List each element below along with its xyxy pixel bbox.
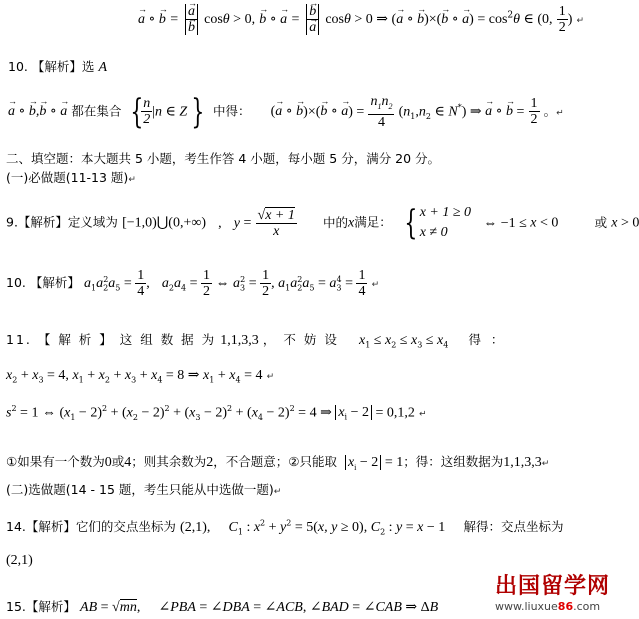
eq-variance: $s^2 = 1$ ⇔ $(x_1 - 2)^2 + (x_2 - 2)^2 + (x_3 - 2)^2 + (x_4 - 2)^2 = 4$ ⇒ $x_i - 2 = 0,1,2$ ↵ — [6, 404, 427, 422]
q11-get: 得 ： — [468, 332, 507, 347]
q10c-label: 10. 【解析】 — [6, 275, 80, 290]
case-zero: 0 — [104, 455, 112, 470]
q15-label: 15.【解析】 — [6, 599, 76, 614]
q11-suppose: ， 不 妨 设 — [262, 332, 339, 347]
eq-dot-product: → a ∘ → b = → a → b cosθ > 0, → b ∘ → a = → b → a cosθ > 0 ⇒ (→ a ∘ → b)×(→ b ∘ → $a) = \cos^2\theta$ ∈ (0, $\frac{1}{2}$ ) ↵ — [138, 4, 584, 35]
watermark-title: 出国留学网 — [494, 574, 610, 599]
q10-choice: A — [98, 60, 108, 75]
q11-label: 11. 【 解 析 】 这 组 数 据 为 — [6, 332, 217, 347]
q11-case-analysis: ①如果有一个数为0或4；则其余数为2，不合题意；②只能取 $x_i - 2 = 1$；得：这组数据为1,1,3,3↵ — [6, 454, 550, 472]
q9-or: 或 — [594, 214, 608, 230]
case-text-3: ，不合题意；②只能取 — [213, 454, 337, 469]
q14-answer: 14.【解析】它们的交点坐标为 (2,1), $C_1$ : $x^2 + y^2 = 5(x$, y ≥ 0), $C_2$ : y = x − 1 解得：交点坐标为 — [6, 518, 564, 537]
case-two: 2 — [206, 455, 214, 470]
case-text-2: ；则其余数为 — [131, 454, 207, 469]
eq-sum-relation: $x_2 + x_3 = 4$, $x_1 + x_2 + x_3 + x_4 = 8$ ⇒ $x_1 + x_4 = 4$ ↵ — [6, 368, 275, 385]
case-data: 1,1,3,3 — [503, 455, 542, 470]
section-required-heading: (一)必做题(11-13 题)↵ — [6, 170, 136, 185]
q9-label: 9.【解析】定义域为 — [6, 214, 118, 230]
watermark-url: www.liuxue86.com — [494, 600, 601, 613]
q14-solve: 解得：交点坐标为 — [463, 519, 564, 534]
obtain-text: 中得： — [212, 103, 251, 119]
q11-intro: 11. 【 解 析 】 这 组 数 据 为 1,1,3,3 ， 不 妨 设 $x_1 \le x_2 \le x_3 \le x_4$ 得 ： — [6, 332, 507, 350]
required-heading-text: (一)必做题(11-13 题) — [6, 170, 129, 185]
section-optional-heading: (二)选做题(14 - 15 题，考生只能从中选做一题)↵ — [6, 482, 282, 497]
watermark-logo — [491, 567, 614, 615]
q10-sequence-answer: 10. 【解析】 $a_1a_2^2a_5$ = $\frac{1}{4}$ , $a_2a_4$ = $\frac{1}{2}$ ⇔ $a_3^2$ = $\frac{1}{2}$ , $a_1a_2^2a_5 = a_3^4$ = $\frac{1}{4}$ ↵ — [6, 268, 380, 299]
q11-data: 1,1,3,3 — [220, 333, 259, 348]
case-four: 4 — [124, 455, 132, 470]
q10-label: 10. 【解析】选 — [8, 59, 95, 74]
q9-answer: 9.【解析】定义域为 [−1,0)⋃(0,+∞) , y = $\frac{√x + 1}{x}$ 中的x满足： { x + 1 ≥ 0 x ≠ 0 ⇔ −1 ≤ x < 0 或 x > 0 — [6, 203, 639, 243]
case-or: 或 — [111, 454, 125, 469]
q9-mid: 中的 — [323, 214, 349, 230]
set-text: 都在集合 — [71, 103, 122, 119]
optional-heading-text: (二)选做题(14 - 15 题，考生只能从中选做一题) — [6, 482, 274, 497]
q14-label: 14.【解析】它们的交点坐标为 — [6, 519, 176, 534]
q15-answer: 15.【解析】 AB = √mn, ∠PBA = ∠DBA = ∠ACB, ∠BAD = ∠CAB ⇒ ΔB — [6, 599, 439, 615]
q14-point: (2,1) — [6, 553, 33, 568]
q9-satisfy: 满足： — [354, 214, 392, 230]
q10-answer — [8, 57, 107, 76]
case-text-1: ①如果有一个数为 — [6, 454, 105, 469]
return-arrow-icon: ↵ — [576, 16, 585, 26]
section-fill-in-heading: 二、填空题：本大题共 5 小题，考生作答 4 小题，每小题 5 分，满分 20 分。 — [6, 151, 441, 166]
case-text-4: ；得：这组数据为 — [403, 454, 504, 469]
eq-set-relation: → a ∘ → b,→ b ∘ → a 都在集合 { $\frac{n}{2}$ |n ∈ Z } 中得： (→ a ∘ → b)×(→ b ∘ → a) = $\frac{n_1n_2}{4}$ ($n_1,n_2$ ∈ N*) ⇒ → a ∘ → b = $\frac{1}{2}$ 。↵ — [8, 94, 564, 130]
